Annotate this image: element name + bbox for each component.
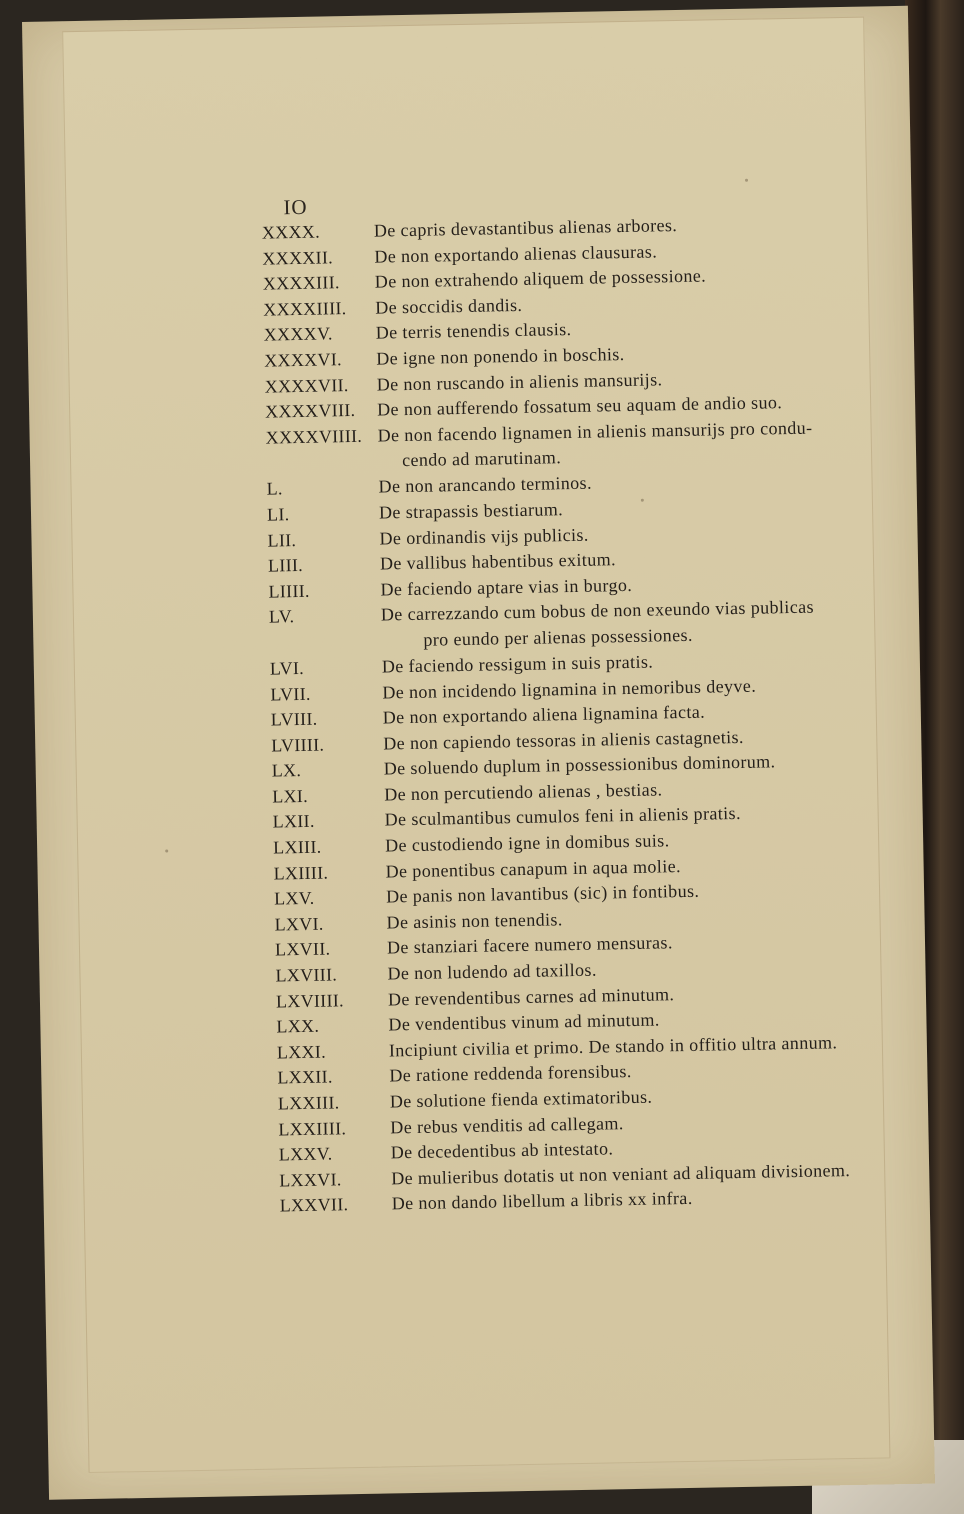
entry-number: XXXX. bbox=[261, 221, 321, 243]
entry-title: De strapassis bestiarum. bbox=[378, 499, 564, 523]
entry-number: LXIII. bbox=[272, 836, 322, 858]
entry-number: LXXI. bbox=[276, 1041, 327, 1063]
entry-number: LVIII. bbox=[270, 708, 318, 730]
entry-title: De rebus venditis ad callegam. bbox=[390, 1112, 624, 1138]
entry-title: De non capiendo tessoras in alienis castagnetis. bbox=[383, 726, 745, 754]
entry-title: De ponentibus canapum in aqua molie. bbox=[385, 855, 682, 882]
entry-number: LII. bbox=[267, 529, 297, 551]
entry-title: De capris devastantibus alienas arbores. bbox=[373, 215, 678, 241]
entry-title: De ratione reddenda forensibus. bbox=[389, 1061, 632, 1086]
entry-number: LIII. bbox=[267, 555, 304, 576]
entry-title: De stanziari facere numero mensuras. bbox=[386, 932, 673, 958]
entry-number: L. bbox=[266, 478, 283, 499]
book-page bbox=[22, 6, 935, 1500]
entry-title: pro eundo per alienas possessiones. bbox=[423, 624, 693, 650]
entry-title: De asinis non tenendis. bbox=[386, 909, 563, 933]
entry-title: De non dando libellum a libris xx infra. bbox=[391, 1188, 693, 1214]
entry-number: XXXXVII. bbox=[264, 374, 349, 397]
entry-title: De ordinandis vijs publicis. bbox=[379, 524, 589, 549]
entry-number: LXXIII. bbox=[277, 1092, 340, 1114]
entry-title: De carrezzando cum bobus de non exeundo vias publicas bbox=[380, 596, 815, 625]
entry-title: De decedentibus ab intestato. bbox=[390, 1138, 614, 1163]
entry-number: LXV. bbox=[273, 888, 315, 909]
entry-number: LXXV. bbox=[278, 1143, 333, 1165]
entry-title: De faciendo ressigum in suis pratis. bbox=[381, 651, 654, 677]
entry-number: LXIIII. bbox=[273, 862, 329, 884]
entry-number: LXXVI. bbox=[279, 1169, 342, 1191]
entry-number: XXXXIIII. bbox=[263, 297, 347, 320]
entry-title: De faciendo aptare vias in burgo. bbox=[380, 574, 633, 600]
entry-number: XXXXII. bbox=[262, 246, 334, 269]
entry-number: XXXXV. bbox=[263, 323, 333, 345]
entry-title: De non aufferendo fossatum seu aquam de andio suo. bbox=[376, 392, 783, 420]
entry-title: De terris tenendis clausis. bbox=[375, 319, 572, 343]
paper-speck bbox=[165, 849, 168, 852]
entry-number bbox=[270, 646, 424, 649]
entry-number: LXII. bbox=[272, 811, 315, 833]
page-number: IO bbox=[283, 194, 308, 220]
entry-number: XXXXVIII. bbox=[265, 400, 356, 422]
entry-title: De non exportando aliena lignamina facta. bbox=[382, 701, 706, 728]
entry-number: LXI. bbox=[272, 785, 309, 807]
entry-title: De non ludendo ad taxillos. bbox=[387, 959, 597, 984]
entry-title: cendo ad marutinam. bbox=[401, 447, 562, 471]
entry-number: XXXXIII. bbox=[262, 272, 340, 294]
entry-title: De solutione fienda extimatoribus. bbox=[389, 1086, 653, 1112]
entry-title: De sculmantibus cumulos feni in alienis pratis. bbox=[384, 803, 742, 830]
entry-title: De soluendo duplum in possessionibus dominorum. bbox=[383, 751, 776, 779]
entry-number: LV. bbox=[268, 606, 295, 627]
entry-number: LVIIII. bbox=[271, 734, 325, 756]
entry-title: Incipiunt civilia et primo. De stando in offitio ultra annum. bbox=[388, 1032, 838, 1061]
entry-number: LVII. bbox=[270, 683, 311, 705]
entry-number: LVI. bbox=[269, 657, 305, 679]
entry-number: LXVIIII. bbox=[275, 989, 345, 1012]
entry-title: De mulieribus dotatis ut non veniant ad aliquam divisionem. bbox=[391, 1159, 851, 1189]
entry-title: De panis non lavantibus (sic) in fontibus. bbox=[385, 880, 700, 907]
entry-title: De non extrahendo aliquem de possessione. bbox=[374, 265, 707, 292]
entry-number: XXXXVI. bbox=[264, 349, 343, 371]
entry-number: LXVII. bbox=[274, 938, 331, 960]
entry-title: De non incidendo lignamina in nemoribus deyve. bbox=[382, 675, 757, 703]
entry-number: XXXXVIIII. bbox=[265, 425, 363, 448]
entry-number: LX. bbox=[271, 760, 302, 781]
entry-number: LXXII. bbox=[277, 1066, 333, 1088]
entry-title: De non arancando terminos. bbox=[378, 472, 593, 497]
entry-title: De soccidis dandis. bbox=[375, 294, 523, 318]
entry-title: De non facendo lignamen in alienis mansurijs pro condu- bbox=[377, 417, 813, 446]
paper-speck bbox=[641, 499, 644, 502]
entry-title: De non percutiendo alienas , bestias. bbox=[384, 779, 663, 805]
entry-title: De custodiendo igne in domibus suis. bbox=[384, 830, 670, 856]
entry-number: LXVIII. bbox=[275, 964, 338, 986]
entry-title: De igne non ponendo in boschis. bbox=[376, 343, 625, 369]
entry-number: LXXIIII. bbox=[278, 1117, 347, 1140]
entry-title: De vallibus habentibus exitum. bbox=[379, 549, 617, 574]
index-list bbox=[262, 211, 920, 1222]
entry-number: LXXVII. bbox=[279, 1194, 349, 1216]
paper-speck bbox=[745, 179, 748, 182]
entry-title: De non exportando alienas clausuras. bbox=[374, 240, 658, 267]
entry-number: LXX. bbox=[276, 1015, 320, 1037]
entry-number bbox=[266, 466, 402, 468]
entry-title: De non ruscando in alienis mansurijs. bbox=[376, 368, 663, 395]
entry-number: LIIII. bbox=[268, 580, 310, 602]
entry-number: LI. bbox=[266, 504, 290, 525]
entry-title: De revendentibus carnes ad minutum. bbox=[387, 983, 675, 1010]
entry-number: LXVI. bbox=[274, 913, 324, 935]
entry-title: De vendentibus vinum ad minutum. bbox=[388, 1009, 660, 1035]
